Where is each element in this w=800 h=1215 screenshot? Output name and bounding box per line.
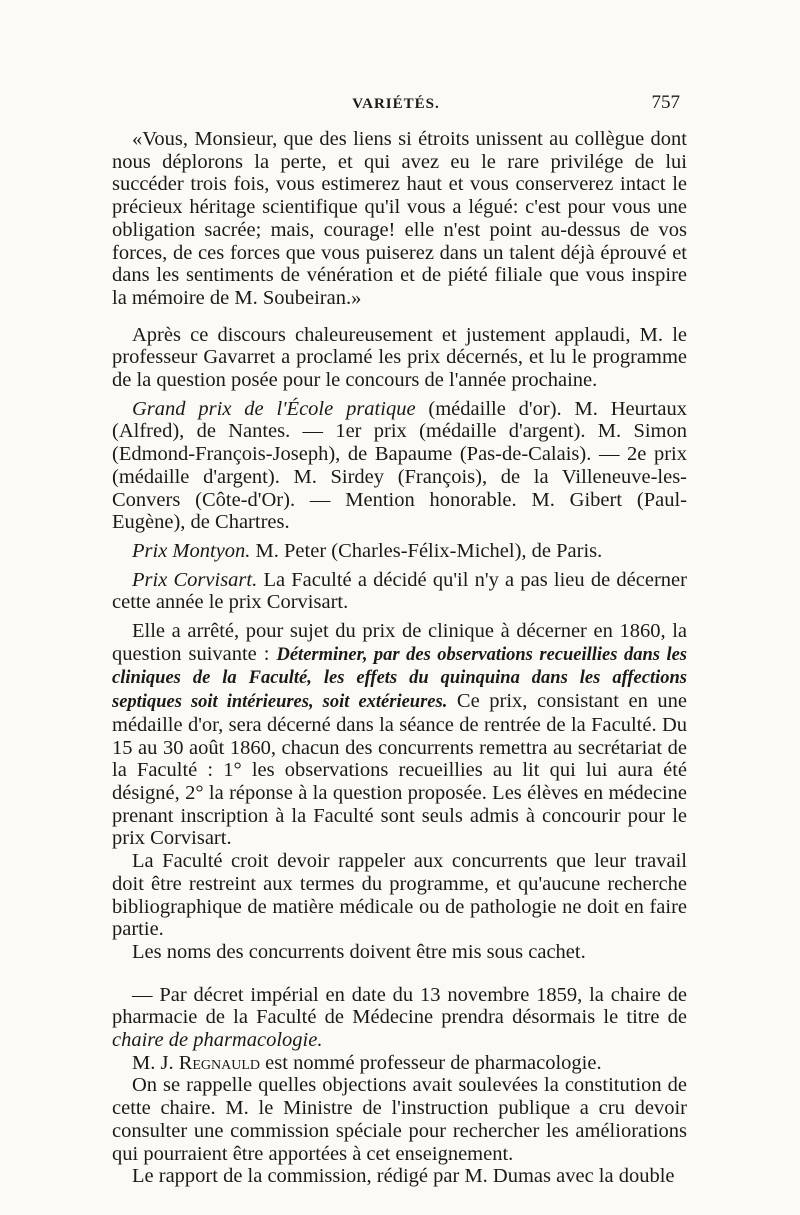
prize-subject-details: Ce prix, consistant en une médaille d'or, sera décerné dans la séance de rentrée de la Faculté. Du 15 au 30 août 1860, chacun des concurrents remettra au secrétariat de la Faculté : 1° les observations recueillies au lit qui lui aura été désigné, 2° la réponse à la question proposée. Les élèves en médecine prenant inscription à la Faculté sont seuls admis à concourir pour le prix Corvisart. <box>112 690 688 850</box>
grand-prix-label: Grand prix de l'École pratique <box>132 397 416 420</box>
paragraph-speech-quote: «Vous, Monsieur, que des liens si étroits unissent au collègue dont nous déplorons la perte, et qui avez eu le rare privilége de lui succéder trois fois, vous estimerez haut et vous conserverez intact le précieux héritage scientifique qu'il vous a légué: c'est pour vous une obligation sacrée; mais, courage! elle n'est point au-dessus de vos forces, de ces forces que vous puiserez dans un talent déjà éprouvé et dans les sentiments de vénération et de piété filiale que vous inspire la mémoire de M. Soubeiran.» <box>112 128 687 309</box>
prix-corvisart-text: La Faculté a décidé qu'il n'y a pas lieu de décerner cette année le prix Corvisart. <box>112 568 687 614</box>
paragraph-faculty-reminder: La Faculté croit devoir rappeler aux concurrents que leur travail doit être restreint aux termes du programme, et qu'aucune recherche bibliographique de matière médicale ou de pathologie ne doit en faire partie. <box>112 850 687 941</box>
paragraph-prix-corvisart <box>112 569 687 614</box>
paragraph-decree <box>112 984 687 1052</box>
decree-text: — Par décret impérial en date du 13 novembre 1859, la chaire de pharmacie de la Faculté de Médecine prendra désormais le titre de <box>112 983 687 1029</box>
grand-prix-text: (médaille d'or). M. Heurtaux (Alfred), de Nantes. — 1er prix (médaille d'argent). M. Simon (Edmond-François-Joseph), de Bapaume (Pas-de-Calais). — 2e prix (médaille d'argent). M. Sirdey (François), de la Villeneuve-les-Convers (Côte-d'Or). — Mention honorable. M. Gibert (Paul-Eugène), de Chartres. <box>112 397 687 534</box>
chair-title: chaire de pharmacologie. <box>112 1029 323 1052</box>
paragraph-applause: Après ce discours chaleureusement et justement applaudi, M. le professeur Gavarret a proclamé les prix décernés, et lu le programme de la question posée pour le concours de l'année prochaine. <box>112 323 687 392</box>
professor-name: M. J. Regnauld <box>132 1051 261 1074</box>
section-title: VARIÉTÉS. <box>352 96 440 112</box>
prix-montyon-text: M. Peter (Charles-Félix-Michel), de Paris. <box>250 539 603 562</box>
page-number: 757 <box>651 92 680 113</box>
prix-montyon-label: Prix Montyon. <box>132 539 251 562</box>
prize-subject-intro: Elle a arrêté, pour sujet du prix de clinique à décerner en 1860, la question suivante : <box>112 620 687 665</box>
paragraph-commission-report: Le rapport de la commission, rédigé par M. Dumas avec la double <box>132 1165 675 1188</box>
body-text <box>112 128 687 1188</box>
prix-corvisart-label: Prix Corvisart. <box>132 568 258 591</box>
running-head <box>112 92 680 126</box>
paragraph-grand-prix <box>112 398 687 534</box>
paragraph-prize-subject <box>112 620 687 850</box>
paragraph-appointment <box>112 1052 687 1075</box>
prize-question: Déterminer, par des observations recueillies dans les cliniques de la Faculté, les effets du quinquina dans les affections septiques soit intérieures, soit extérieures. <box>112 644 687 713</box>
paragraph-prix-montyon <box>112 540 687 563</box>
paragraph-sealed-names: Les noms des concurrents doivent être mis sous cachet. <box>132 940 586 963</box>
appointment-text: est nommé professeur de pharmacologie. <box>260 1051 602 1074</box>
paragraph-objections: On se rappelle quelles objections avait soulevées la constitution de cette chaire. M. le Ministre de l'instruction publique a cru devoir consulter une commission spéciale pour rechercher les améliorations qui pourraient être apportées à cet enseignement. <box>112 1074 687 1165</box>
